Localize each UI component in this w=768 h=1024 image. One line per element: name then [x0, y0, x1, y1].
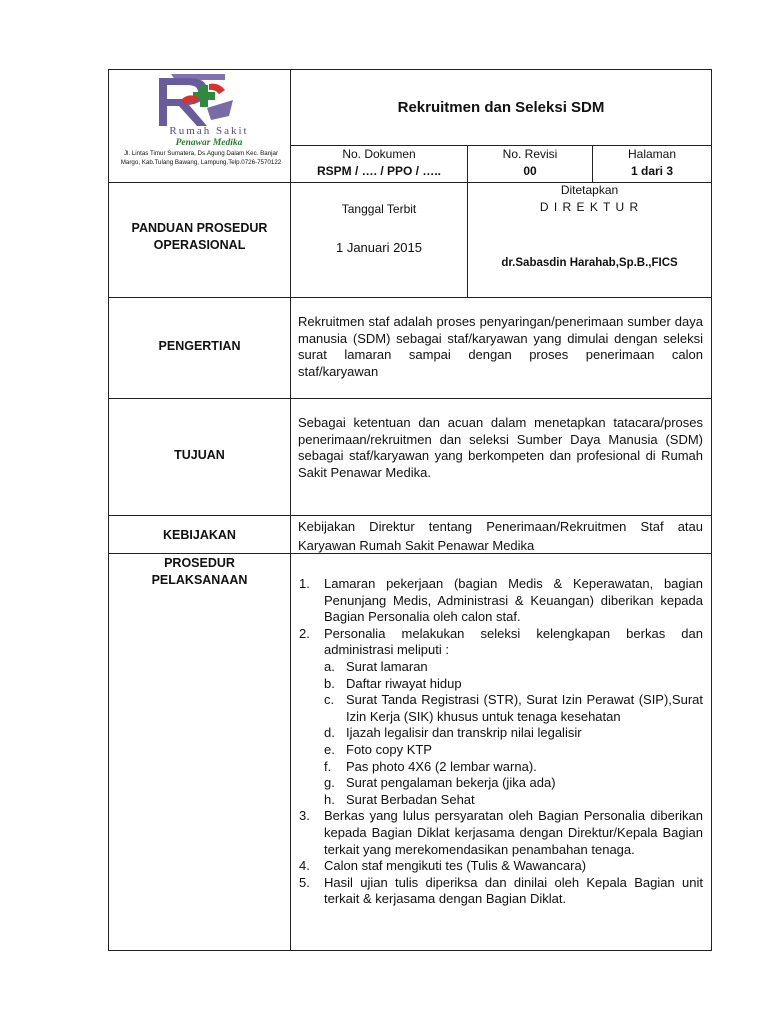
step-text: Lamaran pekerjaan (bagian Medis & Keperawatan, bagian Penunjang Medis, Administrasi & Keuangan) diberikan kepada Bagian Personalia oleh calon staf. [324, 576, 703, 625]
list-item [324, 742, 703, 759]
list-item [297, 875, 703, 908]
requirement-text: Daftar riwayat hidup [346, 675, 462, 691]
director-label: D I R E K T U R [539, 200, 640, 214]
step-number: 2. [299, 625, 310, 641]
requirement-text: Surat lamaran [346, 658, 428, 674]
pengertian-text: Rekruitmen staf adalah proses penyaringan/penerimaan sumber daya manusia (SDM) sebagai staf/karyawan yang dimulai dengan seleksi surat lamaran sampai dengan proses penerimaan calon staf/karyawan [298, 314, 703, 379]
issue-date-label: Tanggal Terbit [341, 202, 417, 216]
revision-cell [467, 145, 593, 183]
established-label: Ditetapkan [560, 183, 619, 197]
page-cell [592, 145, 712, 183]
list-item [324, 792, 703, 809]
requirement-letter: c. [324, 692, 335, 708]
prosedur-label: PROSEDUR PELAKSANAAN [151, 556, 248, 587]
requirement-text: Foto copy KTP [346, 741, 432, 757]
requirement-letter: b. [324, 675, 335, 691]
issue-date-value: 1 Januari 2015 [335, 240, 422, 255]
kebijakan-label-cell [108, 515, 291, 554]
list-item [297, 576, 703, 626]
requirement-letter: d. [324, 725, 335, 741]
sop-document [108, 69, 712, 951]
requirement-text: Surat Tanda Registrasi (STR), Surat Izin Perawat (SIP),Surat Izin Kerja (SIK) khusus untuk tenaga kesehatan [346, 692, 703, 724]
title-cell [290, 69, 712, 146]
tujuan-label: TUJUAN [174, 448, 225, 462]
logo-name-line2: Penawar Medika [175, 138, 243, 148]
procedure-steps-list [297, 576, 703, 908]
requirement-letter: h. [324, 791, 335, 807]
tujuan-text: Sebagai ketentuan dan acuan dalam menetapkan tatacara/proses penerimaan/rekruitmen dan seleksi Sumber Daya Manusia (SDM) sebagai staf/karyawan yang berkompeten dan profesional di Rumah Sakit Penawar Medika. [298, 415, 703, 480]
kebijakan-text-cell [290, 515, 712, 554]
list-item [324, 659, 703, 676]
list-item [324, 692, 703, 725]
step-text: Hasil ujian tulis diperiksa dan dinilai oleh Kepala Bagian unit terkait & kerjasama dengan Bagian Diklat. [324, 874, 703, 907]
step-text: Calon staf mengikuti tes (Tulis & Wawancara) [324, 858, 587, 874]
list-item [324, 775, 703, 792]
tujuan-label-cell [108, 398, 291, 516]
issue-date-cell [290, 182, 468, 298]
list-item [324, 759, 703, 776]
prosedur-steps-cell [290, 553, 712, 951]
requirement-text: Surat pengalaman bekerja (jika ada) [346, 775, 556, 791]
page-label: Halaman [627, 147, 677, 161]
list-item [297, 858, 703, 875]
kebijakan-text: Kebijakan Direktur tentang Penerimaan/Rekruitmen Staf atau Karyawan Rumah Sakit Penawar Medika [298, 519, 703, 553]
step-number: 5. [299, 874, 310, 890]
requirement-letter: e. [324, 741, 335, 757]
director-cell [467, 182, 712, 298]
kebijakan-label: KEBIJAKAN [163, 528, 236, 542]
requirement-text: Pas photo 4X6 (2 lembar warna). [346, 758, 537, 774]
doc-number-label: No. Dokumen [342, 147, 416, 161]
requirement-text: Ijazah legalisir dan transkrip nilai legalisir [346, 725, 582, 741]
step-number: 4. [299, 858, 310, 874]
page-value: 1 dari 3 [630, 164, 674, 178]
doc-number-cell [290, 145, 468, 183]
step-number: 3. [299, 808, 310, 824]
logo-emblem-icon [109, 70, 291, 148]
prosedur-label-cell [108, 553, 291, 951]
step-text: Personalia melakukan seleksi kelengkapan berkas dan administrasi meliputi : [324, 625, 703, 658]
document-title: Rekruitmen dan Seleksi SDM [397, 99, 605, 116]
list-item [297, 808, 703, 858]
requirement-letter: a. [324, 658, 335, 674]
doc-number-value: RSPM / …. / PPO / ….. [316, 164, 442, 178]
logo-name-line1: Rumah Sakit [169, 125, 249, 137]
procedure-type-cell [108, 182, 291, 298]
revision-label: No. Revisi [502, 147, 558, 161]
hospital-address: Jl. Lintas Timur Sumatera, Ds.Agung Dalam Kec. Banjar Margo, Kab.Tulang Bawang, Lampung.Telp.0726-7570122 [120, 150, 282, 166]
requirements-list [324, 659, 703, 808]
director-name: dr.Sabasdin Harahab,Sp.B.,FICS [501, 257, 678, 269]
requirement-letter: g. [324, 775, 335, 791]
tujuan-text-cell [290, 398, 712, 516]
step-text: Berkas yang lulus persyaratan oleh Bagian Personalia diberikan kepada Bagian Diklat kerjasama dengan Direktur/Kepala Bagian terkait yang merekomendasikan penambahan tenaga. [324, 808, 703, 857]
list-item [324, 676, 703, 693]
step-number: 1. [299, 576, 310, 591]
pengertian-label: PENGERTIAN [158, 339, 241, 353]
pengertian-label-cell [108, 297, 291, 399]
requirement-text: Surat Berbadan Sehat [346, 791, 475, 807]
logo-cell [108, 69, 291, 183]
pengertian-text-cell [290, 297, 712, 399]
list-item [297, 626, 703, 809]
hospital-logo [109, 70, 291, 148]
revision-value: 00 [523, 164, 537, 178]
requirement-letter: f. [324, 758, 332, 774]
list-item [324, 725, 703, 742]
procedure-type-label: PANDUAN PROSEDUR OPERASIONAL [131, 221, 268, 252]
